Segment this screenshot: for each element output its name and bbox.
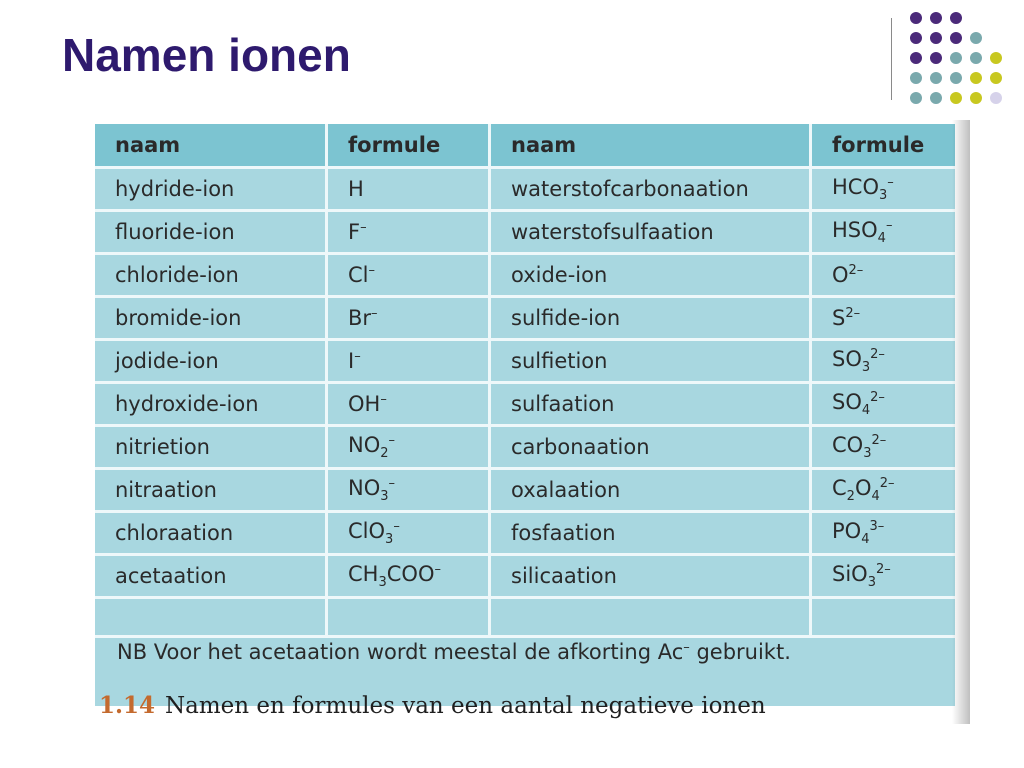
formula-part: 3 bbox=[385, 532, 394, 548]
formula-part: 2– bbox=[845, 306, 861, 321]
formula-part: ClO bbox=[348, 518, 386, 543]
formula-cell bbox=[328, 556, 491, 599]
footnote-text: NB Voor het acetaation wordt meestal de afkorting Ac bbox=[117, 640, 684, 664]
formula-cell bbox=[328, 212, 491, 255]
table-row bbox=[95, 384, 955, 427]
ion-name-cell: waterstofcarbonaation bbox=[491, 169, 812, 212]
footnote-tail: gebruikt. bbox=[689, 640, 791, 664]
page-shadow bbox=[952, 120, 970, 724]
ion-name-cell: sulfide-ion bbox=[491, 298, 812, 341]
footnote-sup: – bbox=[683, 640, 690, 655]
decorative-dot bbox=[910, 32, 922, 44]
formula-part: – bbox=[371, 306, 378, 321]
formula-part: 2– bbox=[870, 389, 885, 405]
formula-part: C bbox=[832, 475, 847, 500]
decorative-dot bbox=[990, 52, 1002, 64]
decorative-dot bbox=[970, 32, 982, 44]
empty-cell bbox=[328, 599, 491, 638]
formula-part: HCO bbox=[832, 174, 879, 199]
formula-part: Br bbox=[348, 306, 372, 330]
formula-part: SO bbox=[832, 389, 862, 414]
formula-part: NO bbox=[348, 475, 381, 500]
caption-number: 1.14 bbox=[99, 692, 156, 719]
formula-part: 4 bbox=[861, 532, 870, 548]
formula-part: 2– bbox=[875, 561, 891, 577]
formula-cell bbox=[812, 169, 955, 212]
formula-part: 3 bbox=[878, 188, 888, 204]
formula-part: – bbox=[368, 263, 375, 278]
formula-cell bbox=[812, 513, 955, 556]
decorative-dot bbox=[930, 52, 942, 64]
ion-name-cell: fosfaation bbox=[491, 513, 812, 556]
decorative-dot bbox=[930, 72, 942, 84]
formula-cell bbox=[328, 255, 491, 298]
table-row bbox=[95, 427, 955, 470]
formula-cell bbox=[328, 169, 491, 212]
ion-name-cell: sulfietion bbox=[491, 341, 812, 384]
formula-cell bbox=[812, 212, 955, 255]
formula-part: – bbox=[393, 518, 400, 534]
caption-text: Namen en formules van een aantal negatieve ionen bbox=[165, 693, 766, 719]
table-row bbox=[95, 169, 955, 212]
decorative-dot-grid bbox=[910, 12, 1010, 112]
textbook-scan bbox=[95, 120, 970, 724]
table-row bbox=[95, 513, 955, 556]
formula-cell bbox=[328, 298, 491, 341]
formula-part: CH bbox=[348, 561, 379, 586]
formula-cell bbox=[328, 341, 491, 384]
header-naam-2: naam bbox=[491, 124, 812, 169]
ion-name-cell: sulfaation bbox=[491, 384, 812, 427]
formula-cell bbox=[812, 298, 955, 341]
decorative-dot bbox=[950, 92, 962, 104]
table-row bbox=[95, 341, 955, 384]
decorative-dot bbox=[910, 12, 922, 24]
formula-cell bbox=[328, 384, 491, 427]
formula-part: – bbox=[885, 217, 893, 233]
ions-table bbox=[95, 124, 955, 638]
formula-cell bbox=[812, 384, 955, 427]
formula-part: 4 bbox=[871, 489, 880, 505]
formula-part: CO bbox=[832, 432, 864, 457]
formula-part: COO bbox=[386, 561, 435, 586]
decorative-dot bbox=[950, 72, 962, 84]
ion-name-cell: bromide-ion bbox=[95, 298, 328, 341]
header-naam-1: naam bbox=[95, 124, 328, 169]
formula-part: 3– bbox=[869, 518, 885, 534]
ion-name-cell: silicaation bbox=[491, 556, 812, 599]
divider-line bbox=[891, 18, 892, 100]
formula-part: 2 bbox=[846, 489, 855, 505]
slide-title: Namen ionen bbox=[62, 29, 351, 81]
empty-cell bbox=[95, 599, 328, 638]
formula-part: F bbox=[348, 220, 361, 244]
ion-name-cell: carbonaation bbox=[491, 427, 812, 470]
decorative-dot bbox=[930, 92, 942, 104]
decorative-dot bbox=[930, 32, 942, 44]
formula-part: – bbox=[388, 432, 396, 448]
decorative-dot bbox=[930, 12, 942, 24]
decorative-dot bbox=[910, 92, 922, 104]
formula-part: HSO bbox=[832, 217, 878, 242]
formula-part: 2 bbox=[380, 446, 389, 462]
ion-name-cell: hydroxide-ion bbox=[95, 384, 328, 427]
table-header-row bbox=[95, 124, 955, 169]
decorative-dot bbox=[910, 72, 922, 84]
figure-caption bbox=[99, 692, 766, 719]
formula-part: 2– bbox=[848, 263, 864, 278]
formula-part: 2– bbox=[879, 475, 895, 491]
formula-part: 4 bbox=[877, 231, 886, 247]
decorative-dot bbox=[950, 52, 962, 64]
formula-part: – bbox=[434, 561, 441, 577]
formula-cell bbox=[328, 427, 491, 470]
formula-part: – bbox=[887, 174, 894, 190]
formula-part: – bbox=[354, 349, 361, 364]
formula-part: 4 bbox=[861, 403, 871, 419]
ion-name-cell: fluoride-ion bbox=[95, 212, 328, 255]
ion-name-cell: nitraation bbox=[95, 470, 328, 513]
formula-part: 3 bbox=[867, 575, 876, 591]
formula-part: – bbox=[388, 475, 396, 491]
formula-cell bbox=[328, 513, 491, 556]
formula-part: 2– bbox=[871, 432, 887, 448]
ion-name-cell: hydride-ion bbox=[95, 169, 328, 212]
ion-name-cell: oxalaation bbox=[491, 470, 812, 513]
decorative-dot bbox=[910, 52, 922, 64]
table-row bbox=[95, 255, 955, 298]
ion-name-cell: chloraation bbox=[95, 513, 328, 556]
decorative-dot bbox=[950, 32, 962, 44]
decorative-dot bbox=[970, 52, 982, 64]
formula-cell bbox=[812, 427, 955, 470]
formula-part: H bbox=[348, 177, 364, 201]
table-row bbox=[95, 298, 955, 341]
formula-cell bbox=[812, 556, 955, 599]
ion-name-cell: jodide-ion bbox=[95, 341, 328, 384]
header-formule-2: formule bbox=[812, 124, 955, 169]
ion-name-cell: waterstofsulfaation bbox=[491, 212, 812, 255]
formula-part: 3 bbox=[378, 575, 387, 591]
formula-part: Cl bbox=[348, 263, 369, 287]
formula-part: OH bbox=[348, 392, 381, 416]
formula-part: S bbox=[832, 306, 846, 330]
decorative-dot bbox=[970, 72, 982, 84]
formula-part: PO bbox=[832, 518, 862, 543]
formula-part: SO bbox=[832, 346, 862, 371]
formula-part: O bbox=[832, 263, 849, 287]
decorative-dot bbox=[970, 92, 982, 104]
formula-part: NO bbox=[348, 432, 381, 457]
formula-part: 2– bbox=[870, 346, 885, 362]
formula-part: 3 bbox=[380, 489, 389, 505]
decorative-dot bbox=[950, 12, 962, 24]
formula-part: – bbox=[360, 220, 367, 235]
ion-name-cell: nitrietion bbox=[95, 427, 328, 470]
table-row-empty bbox=[95, 599, 955, 638]
formula-cell bbox=[812, 341, 955, 384]
formula-part: SiO bbox=[832, 561, 868, 586]
formula-cell bbox=[328, 470, 491, 513]
table-row bbox=[95, 470, 955, 513]
ion-name-cell: chloride-ion bbox=[95, 255, 328, 298]
formula-part: O bbox=[854, 475, 872, 500]
decorative-dot bbox=[990, 92, 1002, 104]
formula-part: 3 bbox=[863, 446, 872, 462]
table-row bbox=[95, 212, 955, 255]
formula-cell bbox=[812, 255, 955, 298]
ion-name-cell: oxide-ion bbox=[491, 255, 812, 298]
ion-name-cell: acetaation bbox=[95, 556, 328, 599]
table-row bbox=[95, 556, 955, 599]
formula-part: – bbox=[380, 392, 387, 407]
formula-part: I bbox=[348, 349, 355, 373]
header-formule-1: formule bbox=[328, 124, 491, 169]
footnote bbox=[117, 640, 791, 664]
decorative-dot bbox=[990, 72, 1002, 84]
empty-cell bbox=[812, 599, 955, 638]
formula-cell bbox=[812, 470, 955, 513]
empty-cell bbox=[491, 599, 812, 638]
formula-part: 3 bbox=[861, 360, 871, 376]
